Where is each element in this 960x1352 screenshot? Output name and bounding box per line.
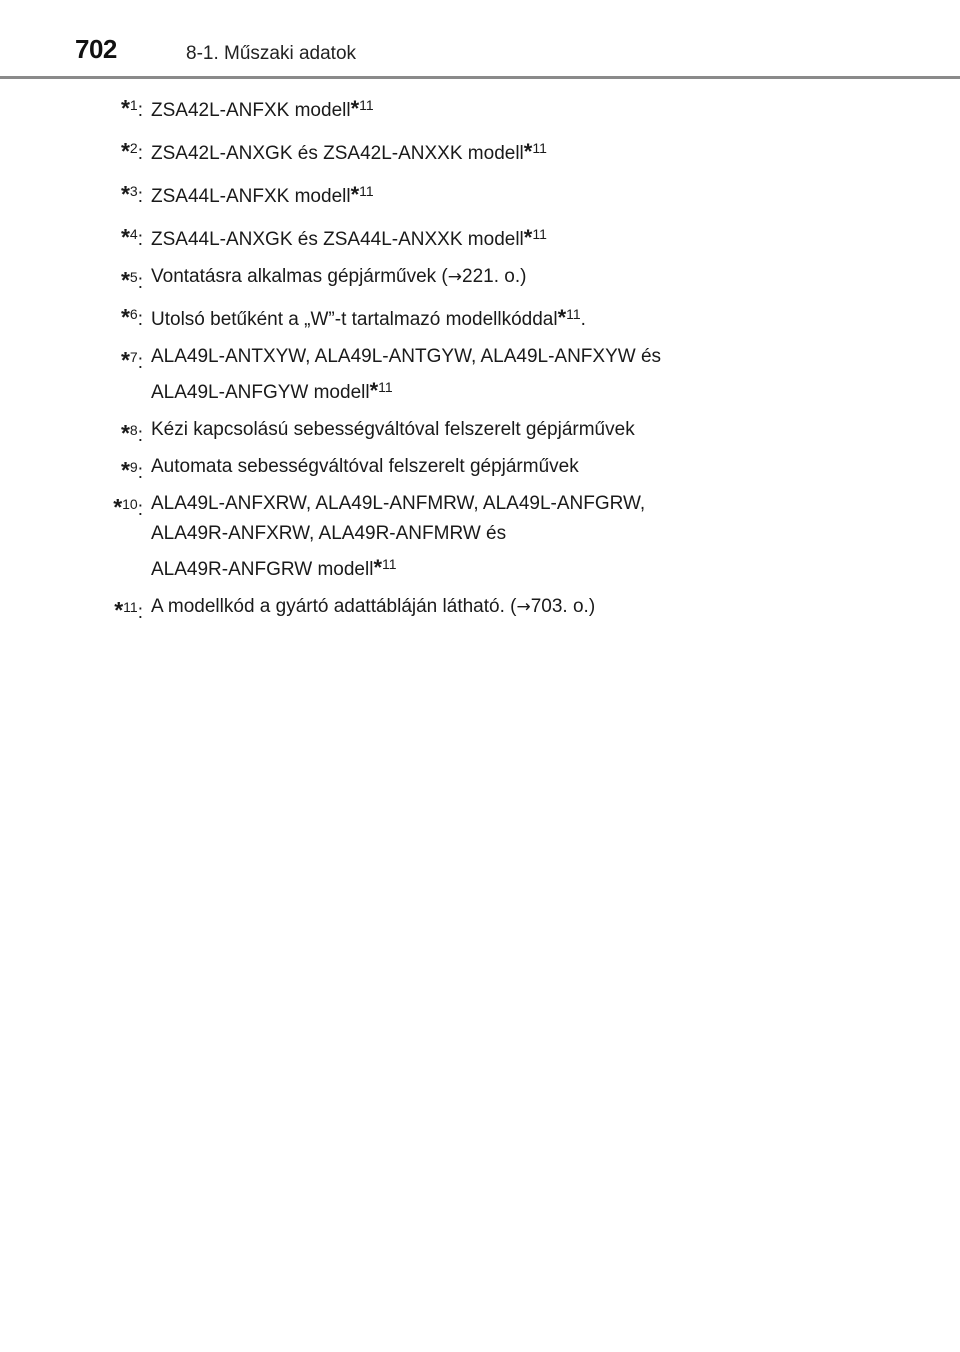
- asterisk-icon: *: [120, 95, 130, 121]
- footnote-item: [0, 174, 960, 214]
- footnote-number: 1: [129, 97, 138, 113]
- footnote-text: ALA49L-ANFXRW, ALA49L-ANFMRW, ALA49L-ANFGRW,: [151, 493, 646, 514]
- footnote-item: [0, 590, 960, 624]
- asterisk-icon: *: [557, 305, 567, 330]
- footnote-item: [0, 88, 960, 128]
- footnote-item: [0, 450, 960, 484]
- footnote-item: [0, 131, 960, 171]
- asterisk-icon: *: [120, 267, 130, 293]
- footnote-number: 10: [122, 496, 138, 512]
- footnote-number: 4: [129, 226, 138, 242]
- footnote-text: ALA49L-ANFGYW modell*$^{11}$: [151, 378, 393, 403]
- footnote-number: 2: [129, 140, 138, 156]
- asterisk-icon: *: [120, 138, 130, 164]
- footnote-text: Kézi kapcsolású sebességváltóval felszerelt gépjárművek: [151, 419, 635, 440]
- footnote-text: ZSA42L-ANXGK és ZSA42L-ANXXK modell*$^{11}$: [151, 139, 547, 164]
- page-header: [0, 0, 960, 82]
- footnote-reference: 11: [532, 140, 547, 156]
- footnote-text: ALA49R-ANFGRW modell*$^{11}$: [151, 555, 397, 580]
- asterisk-icon: *: [523, 139, 533, 164]
- footnote-marker: *$^4$:: [120, 224, 143, 250]
- footnote-item: [0, 413, 960, 447]
- footnote-marker: *$^{11}$:: [114, 597, 143, 623]
- asterisk-icon: *: [120, 457, 130, 483]
- section-title: 8-1. Műszaki adatok: [186, 43, 357, 64]
- footnote-marker: *$^5$:: [120, 267, 143, 293]
- arrow-right-icon: →: [447, 267, 463, 287]
- footnote-item: [0, 260, 960, 294]
- arrow-right-icon: →: [516, 597, 531, 617]
- footnote-text: ALA49L-ANTXYW, ALA49L-ANTGYW, ALA49L-ANFXYW és: [151, 346, 662, 367]
- footnote-marker: *$^7$:: [120, 347, 143, 373]
- footnote-number: 6: [129, 306, 138, 322]
- footnote-marker: *$^1$:: [120, 95, 143, 121]
- asterisk-icon: *: [350, 182, 360, 207]
- header-divider: [0, 76, 960, 79]
- asterisk-icon: *: [120, 304, 130, 330]
- footnote-reference: 11: [359, 97, 374, 113]
- asterisk-icon: *: [120, 347, 130, 373]
- footnote-reference: 11: [566, 306, 581, 322]
- footnote-text: ALA49R-ANFXRW, ALA49R-ANFMRW és: [151, 523, 507, 544]
- page-number: 702: [75, 34, 117, 64]
- footnote-number: 9: [129, 459, 138, 475]
- asterisk-icon: *: [120, 420, 130, 446]
- footnote-number: 3: [129, 183, 138, 199]
- footnote-item: [0, 340, 960, 410]
- footnote-text: A modellkód a gyártó adattábláján látható. (→703. o.): [151, 596, 596, 617]
- footnote-marker: *$^9$:: [120, 457, 143, 483]
- asterisk-icon: *: [373, 555, 382, 580]
- asterisk-icon: *: [369, 378, 379, 403]
- footnote-marker: *$^2$:: [120, 138, 143, 164]
- asterisk-icon: *: [120, 224, 130, 250]
- footnote-item: [0, 297, 960, 337]
- footnote-text: Automata sebességváltóval felszerelt gépjárművek: [151, 456, 579, 477]
- asterisk-icon: *: [523, 225, 533, 250]
- footnote-reference: 11: [532, 226, 547, 242]
- footnote-number: 8: [129, 422, 138, 438]
- asterisk-icon: *: [113, 494, 123, 520]
- footnote-text: Utolsó betűként a „W”-t tartalmazó modellkóddal*$^{11}$.: [151, 305, 586, 330]
- footnote-reference: 11: [359, 183, 374, 199]
- footnote-item: [0, 217, 960, 257]
- footnote-marker: *$^{10}$:: [113, 494, 143, 520]
- footnote-list: [0, 88, 960, 627]
- footnote-text: ZSA44L-ANXGK és ZSA44L-ANXXK modell*$^{11}$: [151, 225, 547, 250]
- footnote-number: 11: [123, 599, 138, 615]
- footnote-text: ZSA42L-ANFXK modell*$^{11}$: [151, 96, 374, 121]
- footnote-number: 5: [129, 269, 138, 285]
- footnote-marker: *$^6$:: [120, 304, 143, 330]
- footnote-reference: 11: [378, 379, 393, 395]
- footnote-text: ZSA44L-ANFXK modell*$^{11}$: [151, 182, 374, 207]
- footnote-reference: 11: [382, 556, 397, 572]
- footnote-marker: *$^3$:: [120, 181, 143, 207]
- footnote-marker: *$^8$:: [120, 420, 143, 446]
- footnote-item: [0, 487, 960, 587]
- footnote-text: Vontatásra alkalmas gépjárművek (→221. o.): [151, 266, 527, 287]
- asterisk-icon: *: [350, 96, 360, 121]
- footnote-number: 7: [129, 349, 138, 365]
- asterisk-icon: *: [114, 597, 124, 623]
- asterisk-icon: *: [120, 181, 130, 207]
